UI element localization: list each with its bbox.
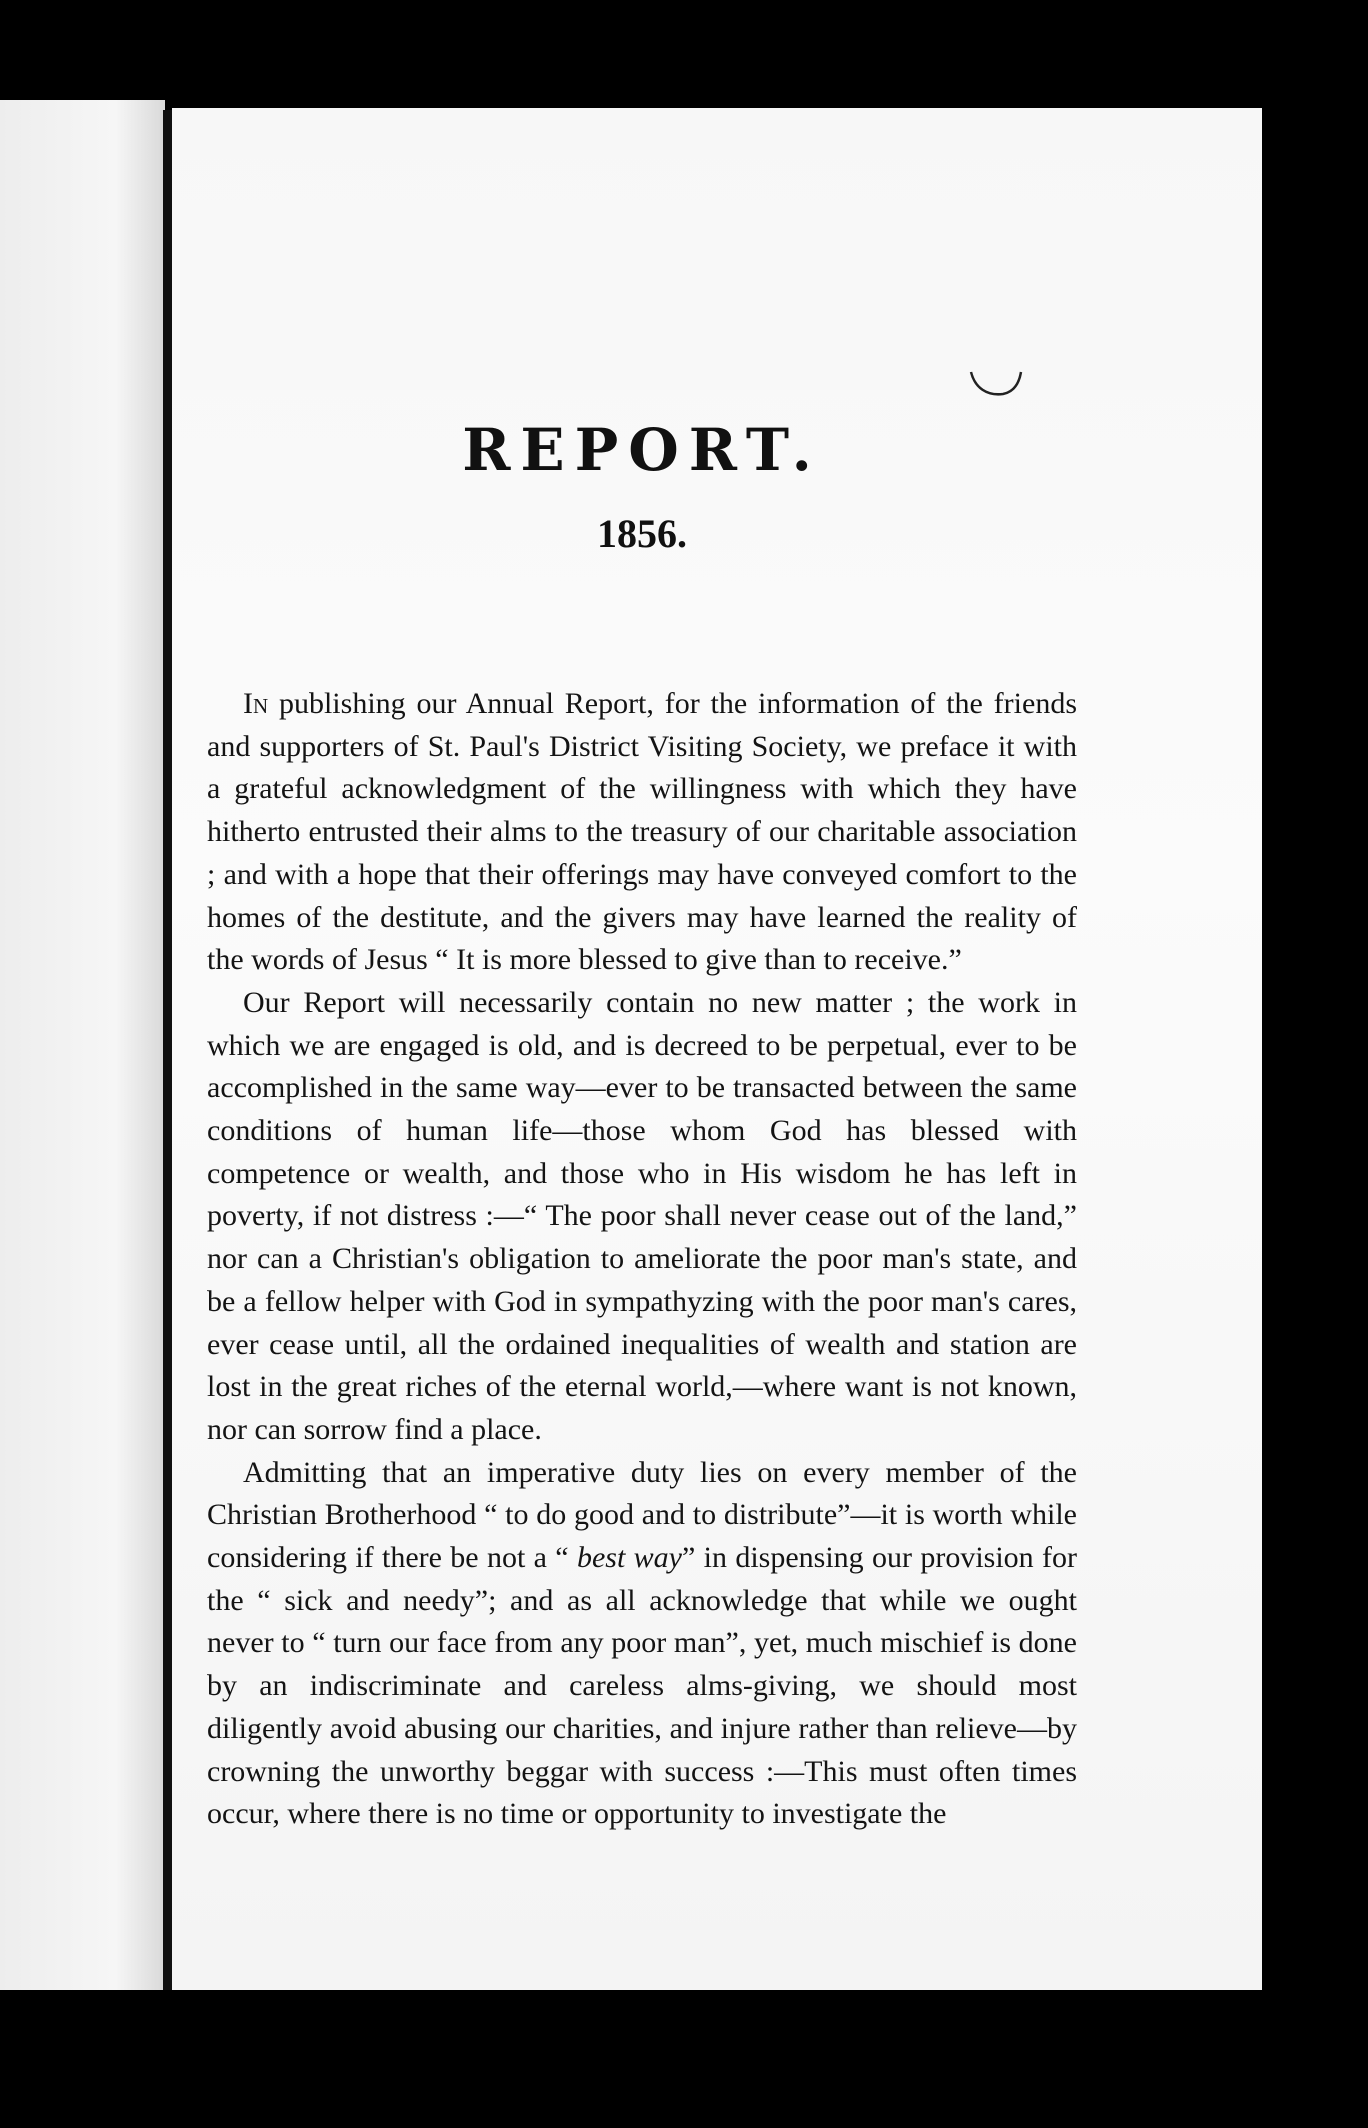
- paragraph-1-text: publishing our Annual Report, for the information of the friends and supporters of St. Paul's District Visiting Society, we preface it with a grateful acknowledgment of the willingness with which they have hitherto entrusted their alms to the treasury of our charitable association ; and with a hope that their offerings may have conveyed comfort to the homes of the destitute, and the givers may have learned the reality of the words of Jesus “ It is more blessed to give than to receive.”: [207, 687, 1077, 977]
- scan-bottom-border: [0, 1990, 1368, 2128]
- paragraph-1: [207, 683, 1077, 982]
- document-page: [172, 108, 1262, 2008]
- paragraph-3-emphasis: best way: [576, 1541, 682, 1575]
- facing-page-edge: [0, 100, 165, 2000]
- paragraph-3: [207, 1452, 1077, 1836]
- paragraph-3-part-2: ” in dispensing our provision for the “ sick and needy”; and as all acknowledge that while we ought never to “ turn our face from any poor man”, yet, much mischief is done by an indiscriminate and careless alms-giving, we should most diligently avoid abusing our charities, and injure rather than relieve—by crowning the unworthy beggar with success :—This must often times occur, where there is no time or opportunity to investigate the: [207, 1541, 1077, 1831]
- paragraph-2: Our Report will necessarily contain no new matter ; the work in which we are engaged is old, and is decreed to be perpetual, ever to be accomplished in the same way—ever to be transacted between the same conditions of human life—those whom God has blessed with competence or wealth, and those who in His wisdom he has left in poverty, if not distress :—“ The poor shall never cease out of the land,” nor can a Christian's obligation to ameliorate the poor man's state, and be a fellow helper with God in sympathyzing with the poor man's cares, ever cease until, all the ordained inequalities of wealth and station are lost in the great riches of the eternal world,—where want is not known, nor can sorrow find a place.: [207, 985, 1077, 1446]
- page-content: [207, 108, 1077, 2008]
- report-year: 1856.: [597, 511, 687, 556]
- paragraph-3-part-1: Admitting that an imperative duty lies on every member of the Christian Brotherhood “ to do good and to distribute”—it is worth while considering if there be not a “: [207, 1455, 1077, 1575]
- paragraph-1-lead: In: [243, 687, 269, 720]
- page-title: REPORT.: [462, 416, 822, 484]
- report-body: [207, 683, 1077, 1836]
